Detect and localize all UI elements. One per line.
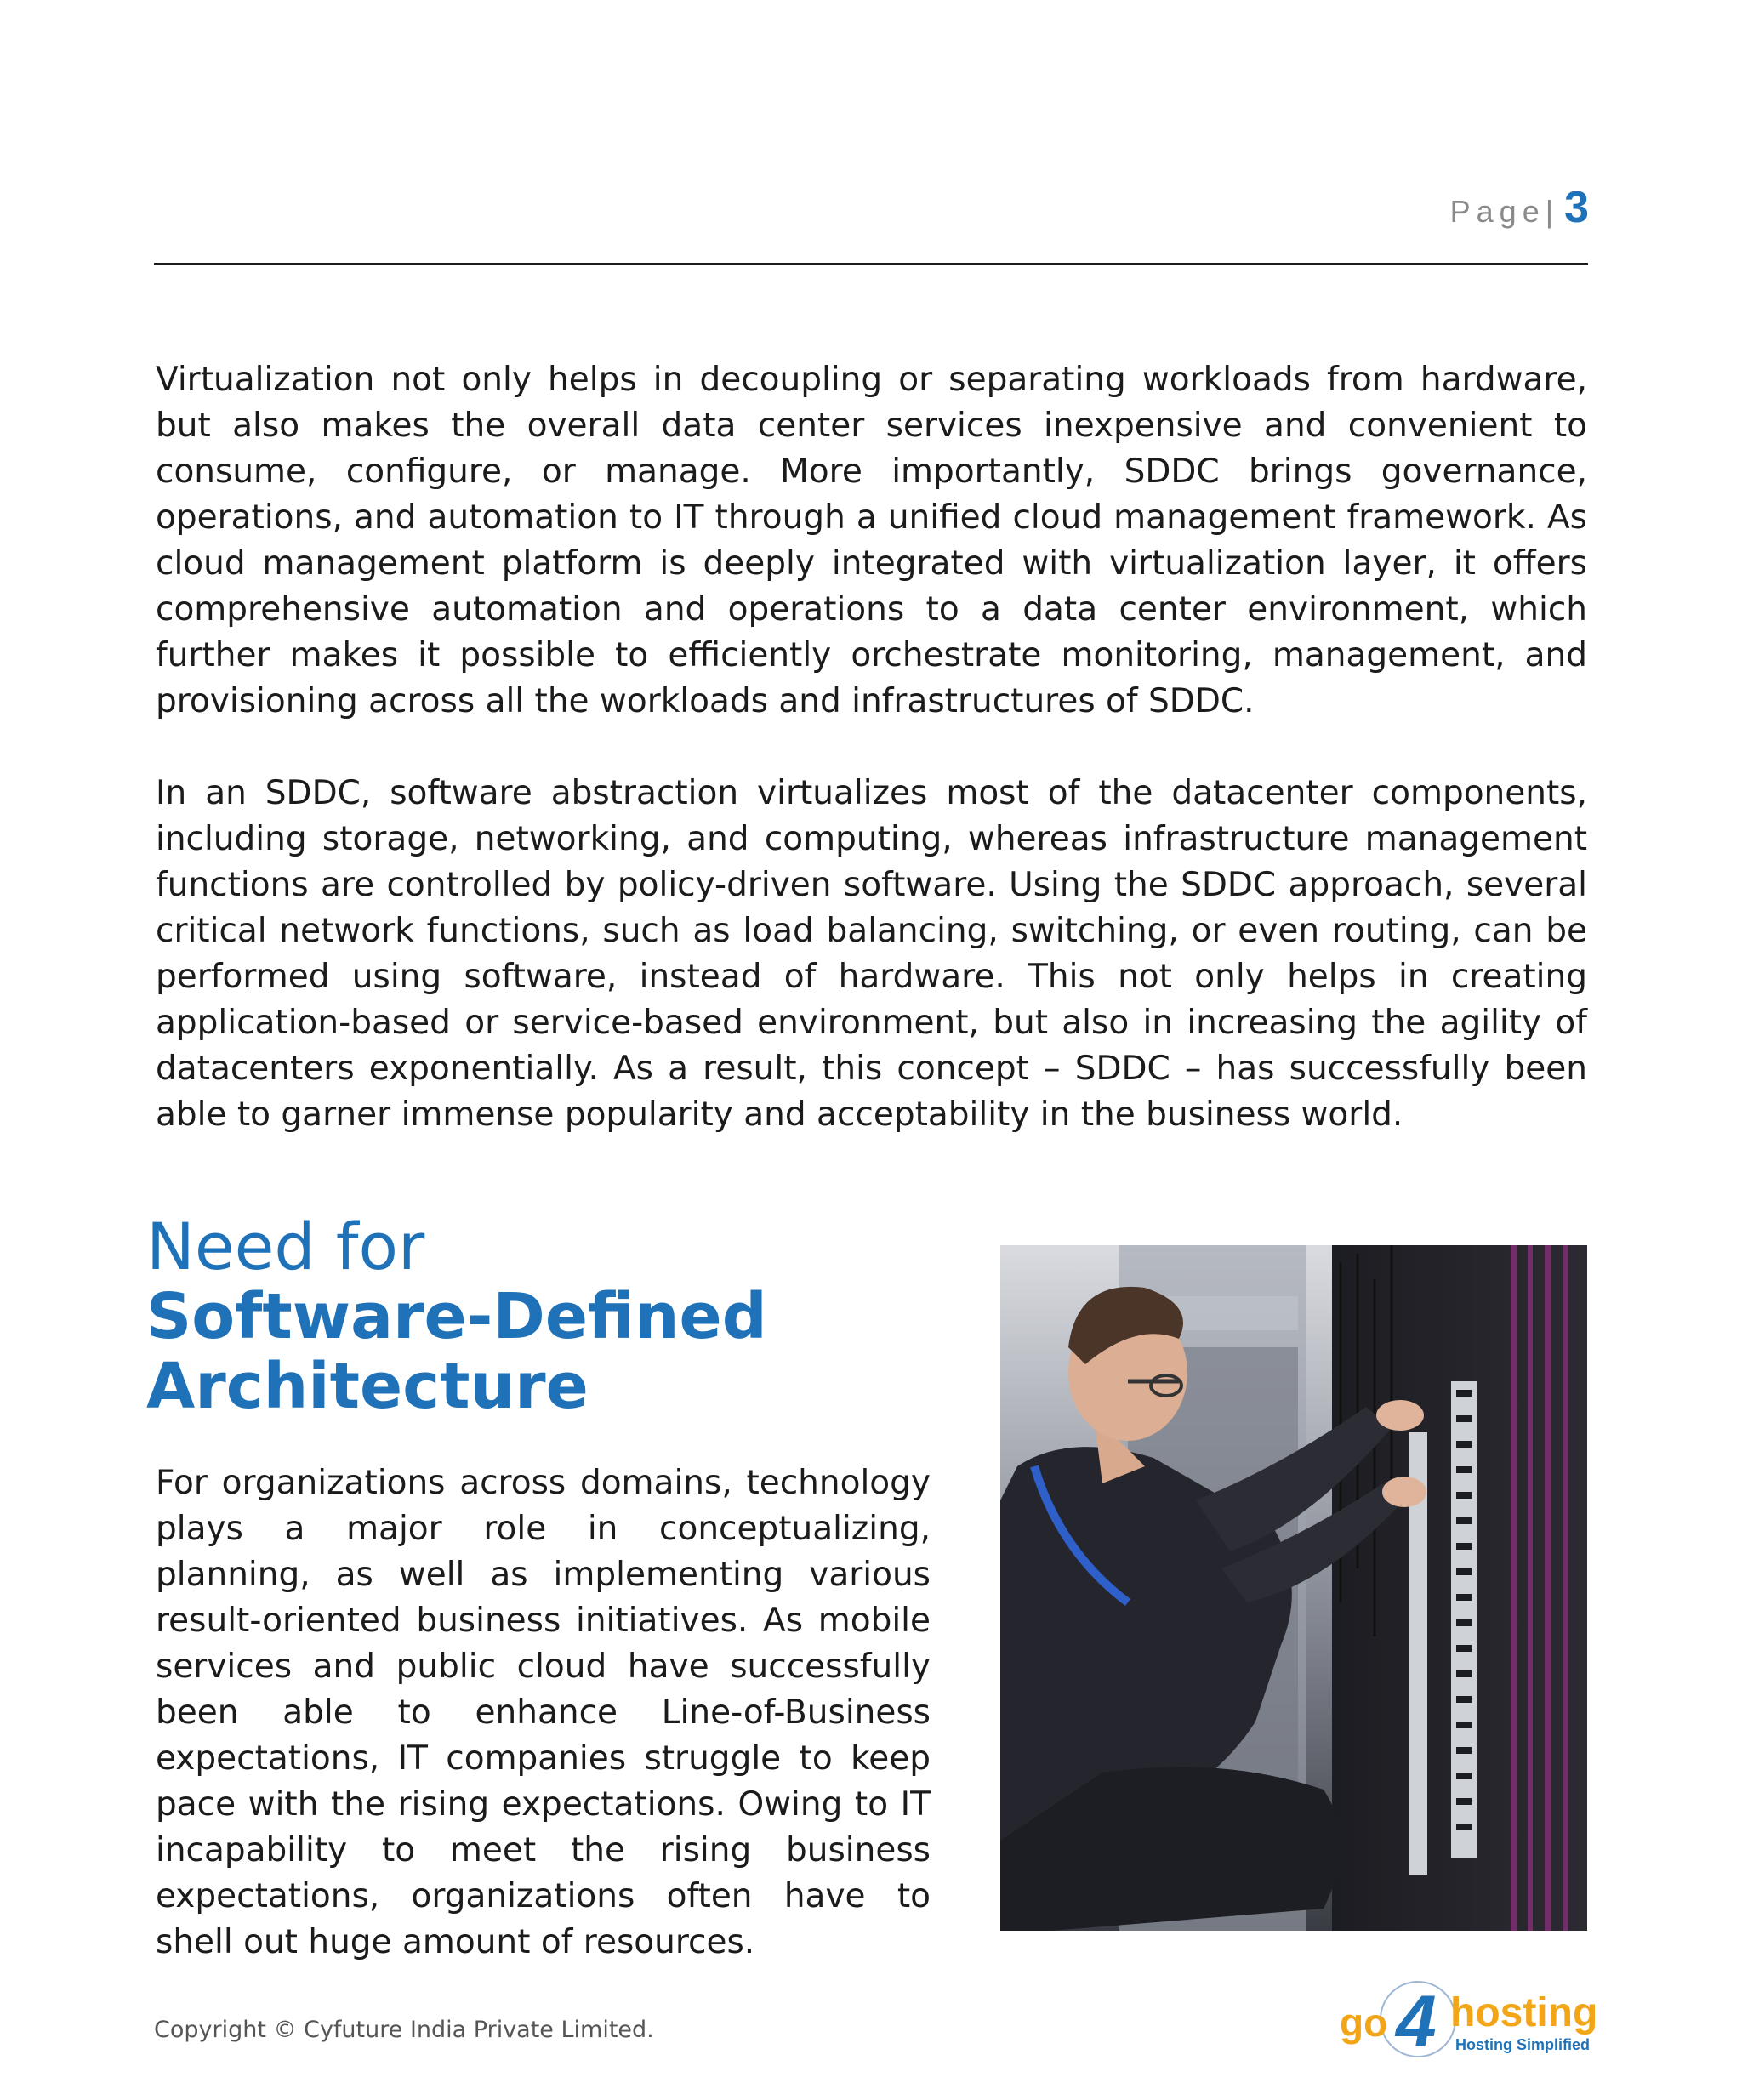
paragraph-sddc: In an SDDC, software abstraction virtualizes most of the datacenter components, including storage, networking, and computing, whereas infrastructure management functions are controlled by policy-driven software. Using the SDDC approach, several critical network functions, such as load balancing, switching, or even routing, can be performed using software, instead of hardware. This not only helps in creating application-based or service-based environment, but also in increasing the agility of datacenters exponentially. As a result, this concept – SDDC – has successfully been able to garner immense popularity and acceptability in the business world. xyxy=(156,774,1587,1134)
page-label: Page xyxy=(1449,194,1546,229)
page-number-value: 3 xyxy=(1564,183,1589,232)
paragraph-organizations: For organizations across domains, technology plays a major role in conceptualizing, planning, as well as implementing various result-oriented business initiatives. As mobile services and public cloud have successfully been able to enhance Line-of-Business expectations, IT companies struggle to keep pace with the rising expectations. Owing to IT incapability to meet the rising business expectations, organizations often have to shell out huge amount of resources. xyxy=(156,1464,931,1961)
copyright-footer: Copyright © Cyfuture India Private Limited. xyxy=(154,2017,654,2043)
paragraph-virtualization: Virtualization not only helps in decoupling or separating workloads from hardware, but also makes the overall data center services inexpensive and convenient to consume, configure, or manage. More importantly, SDDC brings governance, operations, and automation to IT through a unified cloud management framework. As cloud management platform is deeply integrated with virtualization layer, it offers comprehensive automation and operations to a data center environment, which further makes it possible to efficiently orchestrate monitoring, management, and provisioning across all the workloads and infrastructures of SDDC. xyxy=(156,361,1587,720)
heading-line-1: Need for xyxy=(146,1209,425,1284)
logo-tagline: Hosting Simplified xyxy=(1455,2036,1591,2053)
page-number xyxy=(1450,182,1589,233)
logo-suffix: hosting xyxy=(1450,1990,1595,2035)
section-heading xyxy=(146,1209,767,1423)
logo-prefix: go xyxy=(1340,2000,1388,2045)
heading-line-3: Architecture xyxy=(146,1350,589,1423)
heading-line-2: Software-Defined xyxy=(146,1280,767,1353)
page-separator: | xyxy=(1545,194,1560,229)
logo-number: 4 xyxy=(1396,1981,1437,2063)
go4hosting-logo xyxy=(1340,1978,1595,2063)
datacenter-technician-photo xyxy=(1000,1245,1587,1931)
header-rule xyxy=(154,263,1588,265)
